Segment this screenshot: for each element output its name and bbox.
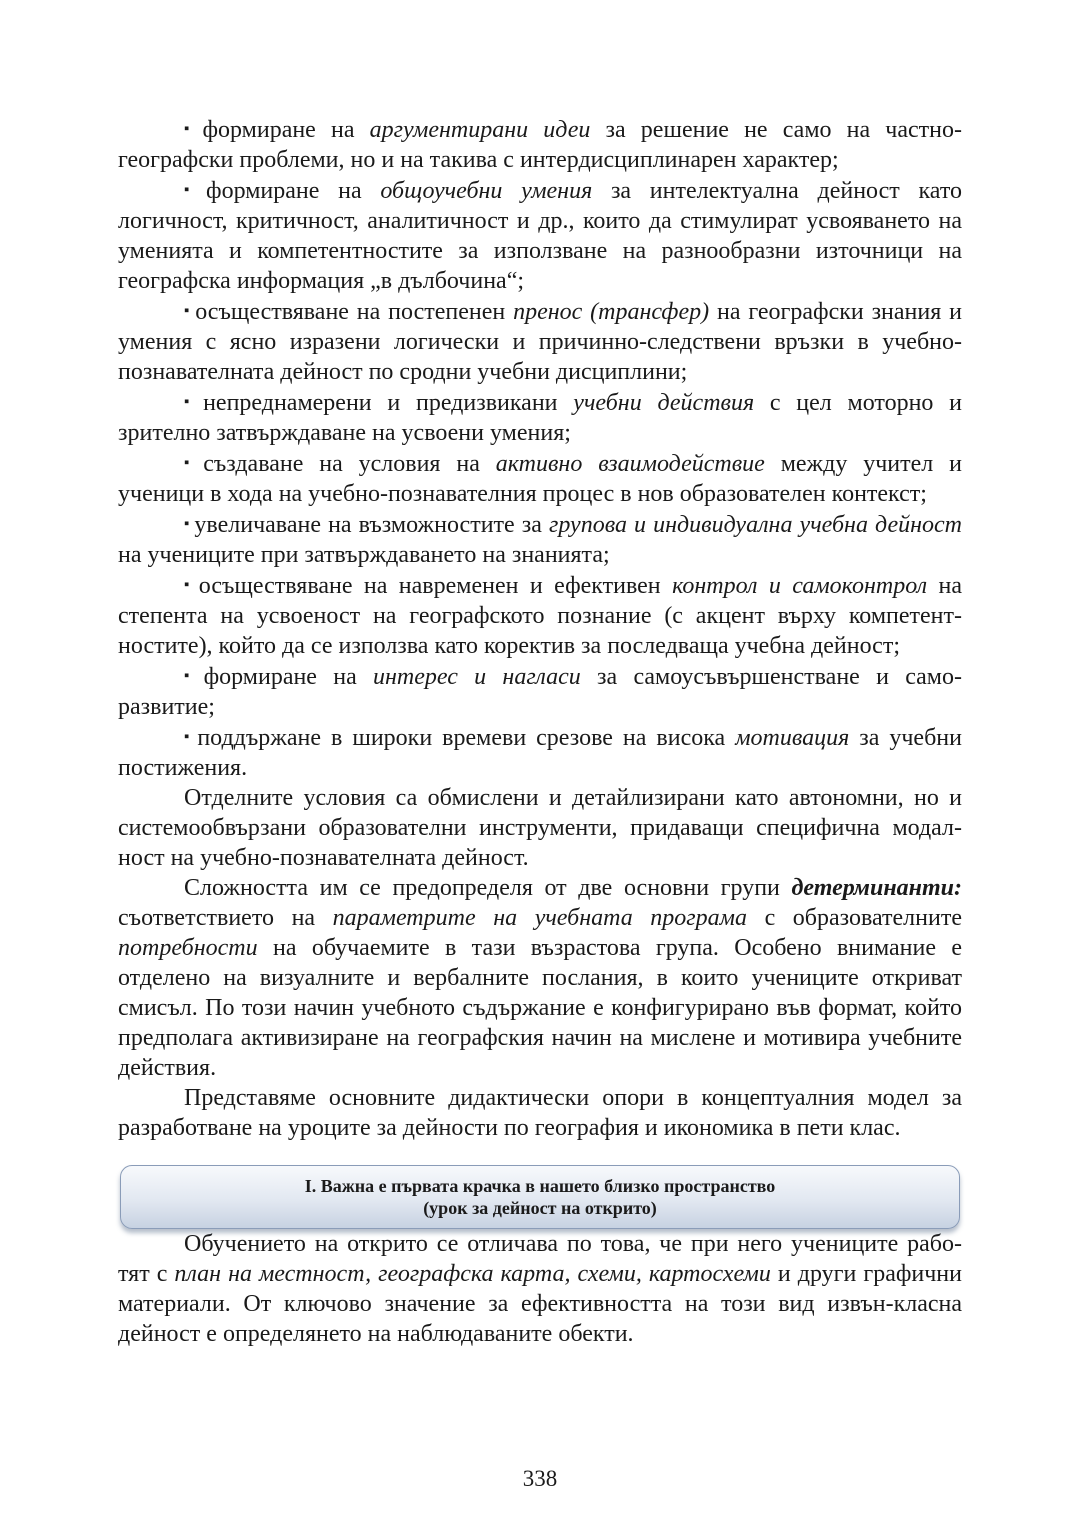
- italic-term: параметрите на учебната програма: [332, 905, 747, 931]
- paragraph-text: на обучаемите в тази възрастова група. Особено внимание е отделено на визуалните и вербалните послания, в които учениците откриват смисъл. По този начин учебното съдържание е конфигурирано във формат, който предполага активизиране на географския начин на мислене и мотивира учебните действия.: [118, 935, 962, 1081]
- bullet-item: [118, 296, 962, 387]
- bullet-text: за самоусъвършенстване и само-развитие;: [118, 664, 962, 720]
- bullet-text: поддържане в широки времеви срезове на висока: [197, 725, 736, 751]
- bullet-emphasis: групова и индивидуална учебна дейност: [549, 512, 963, 538]
- square-bullet-icon: ▪: [184, 121, 199, 137]
- bullet-text: на степента на усвоеност на географското познание (с акцент върху компетент-ностите), който да се използва като коректив за последваща учебна дейност;: [118, 573, 962, 659]
- paragraph-text: Сложността им се предопределя от две основни групи: [184, 875, 792, 901]
- bullet-text: за решение не само на частно-географски проблеми, но и на такива с интердисциплинарен характер;: [118, 117, 962, 173]
- bullet-emphasis: пренос (трансфер): [513, 299, 710, 325]
- bullet-text: на географски знания и умения с ясно изразени логически и причинно-следствени връзки в учебно-познавателната дейност по сродни учебни дисциплини;: [118, 299, 962, 385]
- square-bullet-icon: ▪: [184, 455, 200, 471]
- paragraph-text: с образователните: [746, 905, 962, 931]
- bullet-text: на учениците при затвърждаването на знанията;: [118, 542, 610, 568]
- square-bullet-icon: ▪: [184, 303, 192, 319]
- paragraph-text: и други графични материали. От ключово значение за ефективността на този вид извън-класна дейност е определянето на наблюдаваните обекти.: [118, 1261, 962, 1347]
- bullet-text: увеличаване на възможностите за: [194, 512, 549, 538]
- bold-italic-term: детерминанти:: [791, 875, 962, 901]
- bullet-text: за интелектуална дейност като логичност, критичност, аналитичност и др., които да стимулират усвояването на уменията и компетентностите за използване на разнообразни източници на географска информация „в дълбочина“;: [118, 178, 962, 294]
- square-bullet-icon: ▪: [184, 729, 194, 745]
- bullet-emphasis: интерес и нагласи: [373, 664, 581, 690]
- bullet-item: [118, 175, 962, 296]
- bullet-text: между учител и ученици в хода на учебно-познавателния процес в нов образователен контекст;: [118, 451, 962, 507]
- paragraph-conditions: Отделните условия са обмислени и детайлизирани като автономни, но и системообвързани образователни инструменти, придаващи специфична модал-ност на учебно-познавателната дейност.: [118, 785, 962, 871]
- bullet-text: формиране на: [206, 178, 381, 204]
- bullet-text: формиране на: [202, 117, 370, 143]
- bullet-item: [118, 387, 962, 448]
- paragraph-determinants: [118, 873, 962, 1083]
- bullet-text: с цел моторно и зрително затвърждаване на усвоени умения;: [118, 390, 963, 446]
- bullet-text: осъществяване на постепенен: [195, 299, 514, 325]
- bullet-text: осъществяване на навременен и ефективен: [198, 573, 673, 599]
- bullet-item: [118, 661, 962, 722]
- paragraph-intro: Представяме основните дидактически опори в концептуалния модел за разработване на уроците за дейности по география и икономика в пети клас.: [118, 1085, 962, 1141]
- bullet-item: [118, 114, 962, 175]
- bullet-emphasis: учебни действия: [573, 390, 755, 416]
- paragraph-text: Обучението на открито се отличава по това, че при него учениците рабо-тят с: [118, 1231, 962, 1287]
- section-title: I. Важна е първата крачка в нашето близко пространство: [304, 1176, 776, 1196]
- section-heading-box: [120, 1165, 960, 1229]
- bullet-emphasis: активно взаимодействие: [495, 451, 765, 477]
- square-bullet-icon: ▪: [184, 516, 191, 532]
- italic-term: потребности: [118, 935, 258, 961]
- bullet-text: формиране на: [203, 664, 373, 690]
- bullet-emphasis: общоучебни умения: [380, 178, 593, 204]
- page-number: 338: [522, 1466, 558, 1491]
- bullet-emphasis: мотивация: [735, 725, 850, 751]
- square-bullet-icon: ▪: [184, 668, 200, 684]
- section-subtitle: (урок за дейност на открито): [423, 1198, 657, 1218]
- bullet-text: създаване на условия на: [203, 451, 496, 477]
- bullet-emphasis: контрол и самоконтрол: [672, 573, 928, 599]
- page-body: [118, 114, 962, 1349]
- square-bullet-icon: ▪: [184, 577, 195, 593]
- bullet-item: [118, 448, 962, 509]
- bullet-item: [118, 570, 962, 661]
- bullet-item: [118, 509, 962, 570]
- square-bullet-icon: ▪: [184, 182, 203, 198]
- bullet-list: [118, 114, 962, 783]
- bullet-text: за учебни постижения.: [118, 725, 962, 781]
- bullet-text: непреднамерени и предизвикани: [203, 390, 574, 416]
- square-bullet-icon: ▪: [184, 394, 200, 410]
- paragraph-outdoor: [118, 1229, 962, 1349]
- italic-term: план на местност, географска карта, схеми, картосхеми: [174, 1261, 771, 1287]
- paragraph-text: съответствието на: [118, 905, 333, 931]
- bullet-item: [118, 722, 962, 783]
- bullet-emphasis: аргументирани идеи: [369, 117, 591, 143]
